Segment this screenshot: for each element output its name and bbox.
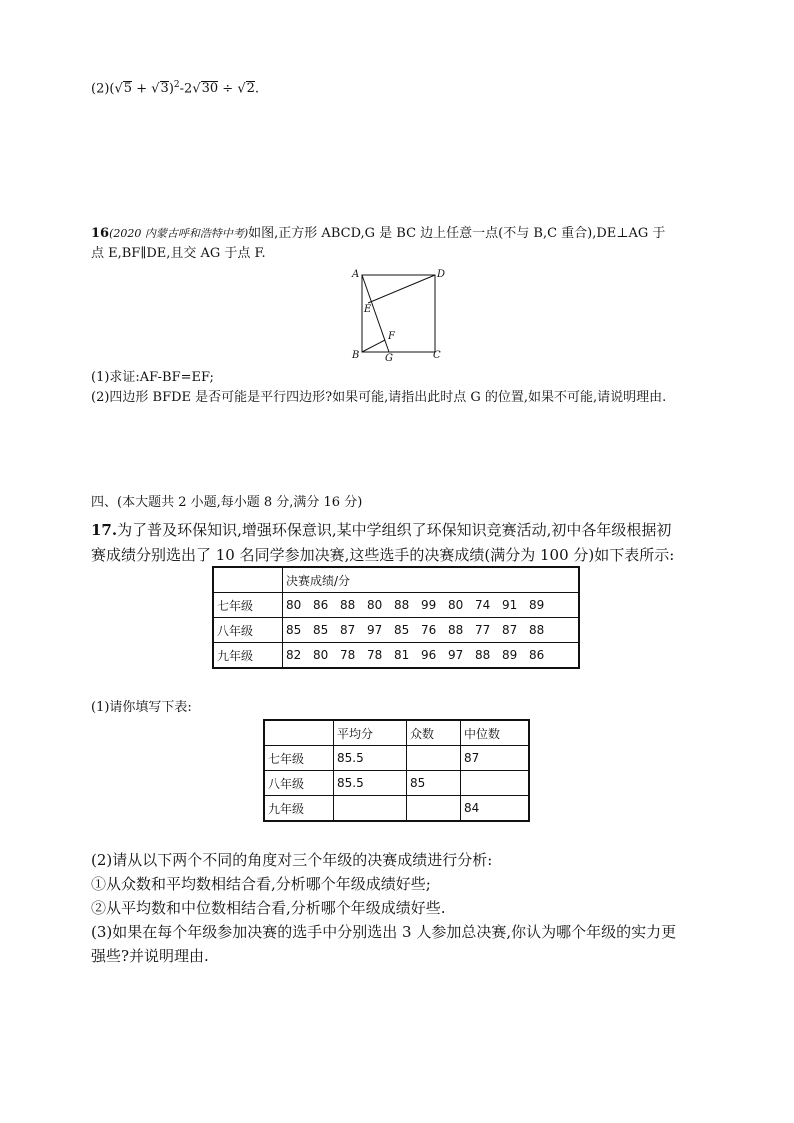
problem15-part2	[91, 75, 259, 99]
score-value: 97	[367, 623, 383, 637]
score-value: 91	[502, 598, 518, 612]
score-value: 85	[286, 623, 302, 637]
problem16-q1: (1)求证:AF-BF=EF;	[91, 370, 214, 385]
score-value: 89	[529, 598, 545, 612]
label-b: B	[352, 350, 360, 361]
score-value: 78	[340, 648, 356, 662]
score-value: 88	[475, 648, 491, 662]
section4-heading: 四、(本大题共 2 小题,每小题 8 分,满分 16 分)	[91, 495, 363, 510]
scores-header: 决赛成绩/分	[283, 567, 580, 593]
score-value: 88	[529, 623, 545, 637]
problem16-text1: 如图,正方形 ABCD,G 是 BC 边上任意一点(不与 B,C 重合),DE⊥AG 于	[248, 226, 666, 241]
problem17-intro2: 赛成绩分别选出了 10 名同学参加决赛,这些选手的决赛成绩(满分为 100 分)如下表所示:	[91, 546, 675, 564]
scores-cell	[283, 643, 580, 669]
label-c: C	[433, 350, 441, 361]
problem16-q2: (2)四边形 BFDE 是否可能是平行四边形?如果可能,请指出此时点 G 的位置,如果不可能,请说明理由.	[91, 390, 667, 405]
table-cell: 七年级	[264, 746, 334, 771]
score-value: 88	[394, 598, 410, 612]
scores-cell	[283, 618, 580, 643]
p15-radicand-2: 2	[246, 81, 255, 97]
table-cell: 九年级	[264, 796, 334, 822]
problem17-number: 17.	[91, 521, 118, 539]
p15-exponent: 2	[173, 80, 180, 90]
grade-label: 九年级	[213, 643, 283, 669]
sqrt-sign: √	[237, 81, 246, 97]
label-e: E	[364, 304, 372, 315]
table-header: 平均分	[334, 720, 407, 746]
p15-radicand-30: 30	[201, 81, 219, 97]
score-value: 82	[286, 648, 302, 662]
p15-prefix: (2)(	[91, 81, 115, 97]
score-value: 80	[448, 598, 464, 612]
p15-radicand-3: 3	[160, 81, 169, 97]
table-header: 众数	[407, 720, 461, 746]
sqrt-sign: √	[114, 81, 123, 97]
table-cell: 84	[461, 796, 530, 822]
table-header: 中位数	[461, 720, 530, 746]
p15-minus2: -2	[179, 81, 193, 97]
table-cell: 85.5	[334, 746, 407, 771]
problem17-q1: (1)请你填写下表:	[91, 700, 192, 715]
table-row	[264, 746, 529, 771]
score-value: 77	[475, 623, 491, 637]
problem17-q2: (2)请从以下两个不同的角度对三个年级的决赛成绩进行分析:	[91, 851, 493, 869]
table-header	[264, 720, 334, 746]
problem17-intro-text1: 为了普及环保知识,增强环保意识,某中学组织了环保知识竞赛活动,初中各年级根据初	[117, 521, 672, 539]
segment-bf	[362, 340, 385, 352]
table-row	[213, 593, 579, 618]
problem17-q3-line1: (3)如果在每个年级参加决赛的选手中分别选出 3 人参加总决赛,你认为哪个年级的实力更	[91, 923, 677, 941]
score-value: 86	[529, 648, 545, 662]
score-value: 74	[475, 598, 491, 612]
score-value: 86	[313, 598, 329, 612]
score-value: 80	[286, 598, 302, 612]
table-row	[213, 618, 579, 643]
p15-div: ÷	[218, 81, 238, 97]
table-cell	[407, 796, 461, 822]
table-cell: 85	[407, 771, 461, 796]
score-value: 80	[367, 598, 383, 612]
stats-table	[263, 719, 530, 822]
scores-table	[212, 566, 580, 669]
scores-cell	[283, 593, 580, 618]
table-row	[264, 720, 529, 746]
problem16-source: (2020 内蒙古呼和浩特中考)	[109, 227, 249, 240]
table-row	[264, 796, 529, 822]
table-cell	[407, 746, 461, 771]
score-value: 96	[421, 648, 437, 662]
table-cell: 85.5	[334, 771, 407, 796]
square-figure	[345, 265, 450, 365]
grade-label: 八年级	[213, 618, 283, 643]
score-value: 89	[502, 648, 518, 662]
p15-end: .	[254, 81, 260, 97]
score-value: 78	[367, 648, 383, 662]
score-value: 85	[313, 623, 329, 637]
table-cell	[461, 771, 530, 796]
score-value: 88	[340, 598, 356, 612]
table-row	[213, 643, 579, 669]
problem17-q2b: ②从平均数和中位数相结合看,分析哪个年级成绩好些.	[91, 899, 446, 917]
table-cell: 87	[461, 746, 530, 771]
problem16-line1	[91, 224, 665, 244]
p15-plus: +	[132, 81, 152, 97]
score-value: 97	[448, 648, 464, 662]
sqrt-sign: √	[192, 81, 201, 97]
p15-radicand-5: 5	[123, 81, 133, 97]
score-value: 81	[394, 648, 410, 662]
score-value: 85	[394, 623, 410, 637]
label-g: G	[385, 353, 393, 364]
problem17-intro1	[91, 518, 671, 543]
problem17-q3-line2: 强些?并说明理由.	[91, 947, 209, 965]
problem17-q2a: ①从众数和平均数相结合看,分析哪个年级成绩好些;	[91, 875, 431, 893]
label-d: D	[437, 269, 446, 280]
segment-de	[368, 275, 435, 303]
table-row	[213, 567, 579, 593]
p15-paren: )	[168, 81, 174, 97]
score-value: 87	[502, 623, 518, 637]
table-cell	[334, 796, 407, 822]
table-cell: 八年级	[264, 771, 334, 796]
problem16-line2: 点 E,BF∥DE,且交 AG 于点 F.	[91, 246, 266, 261]
square-abcd	[362, 275, 435, 352]
sqrt-sign: √	[151, 81, 160, 97]
problem16-number: 16	[91, 226, 110, 241]
score-value: 87	[340, 623, 356, 637]
table-cell	[213, 567, 283, 593]
grade-label: 七年级	[213, 593, 283, 618]
score-value: 88	[448, 623, 464, 637]
score-value: 80	[313, 648, 329, 662]
label-f: F	[388, 331, 395, 342]
label-a: A	[352, 269, 360, 280]
score-value: 76	[421, 623, 437, 637]
score-value: 99	[421, 598, 437, 612]
table-row	[264, 771, 529, 796]
